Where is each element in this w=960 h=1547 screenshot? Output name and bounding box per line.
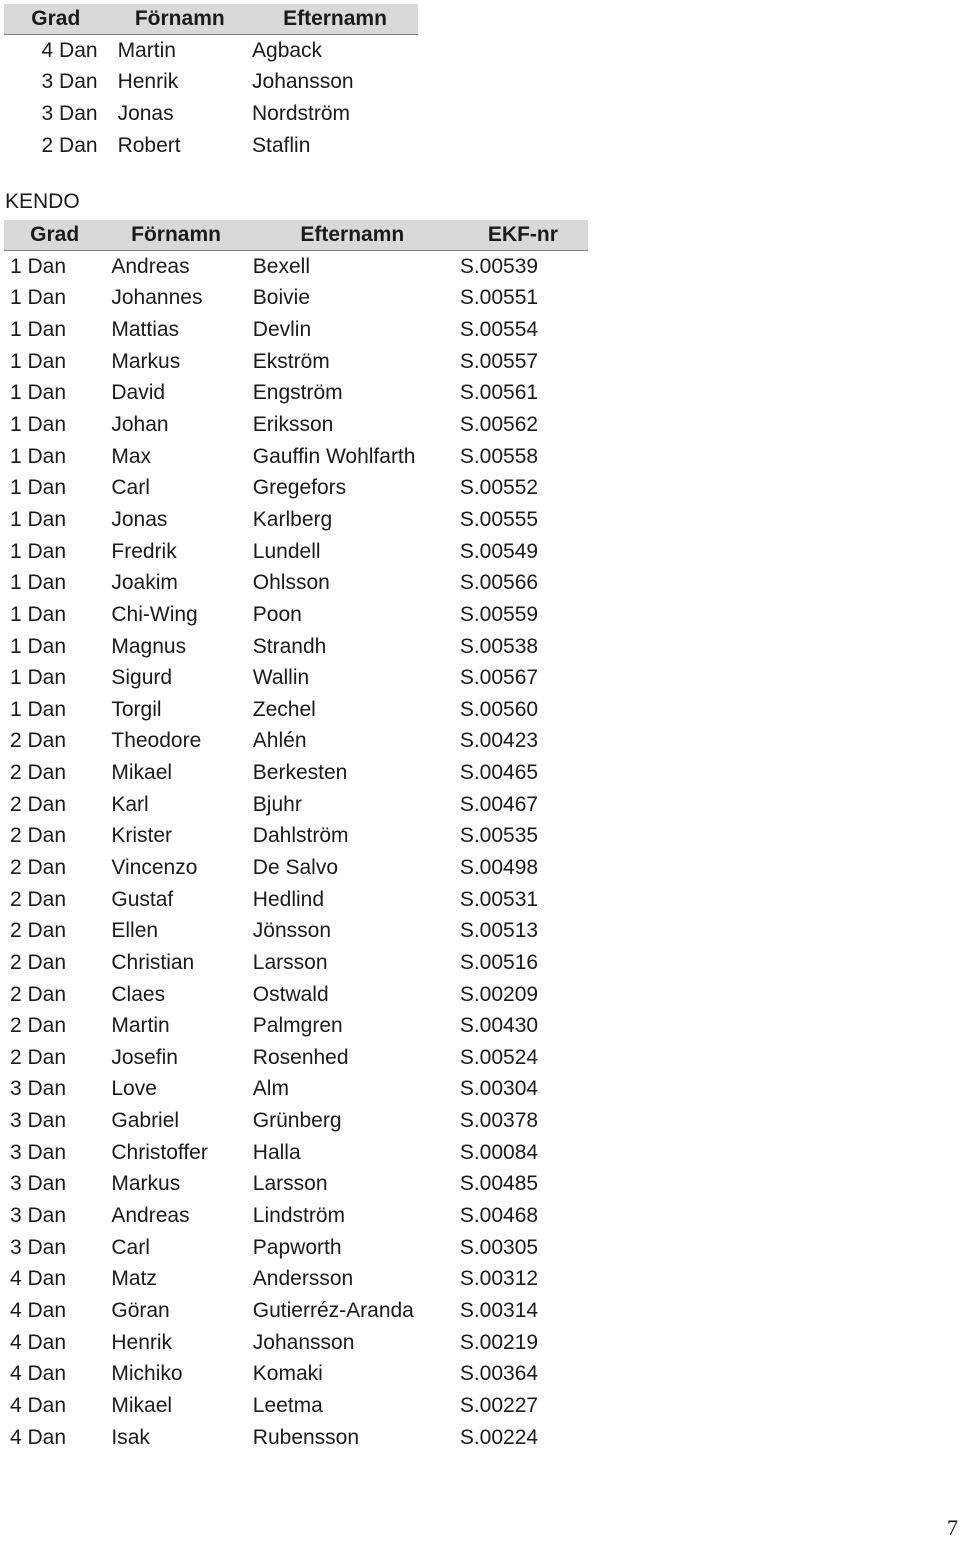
first-name-cell: Krister bbox=[111, 824, 173, 848]
first-name-cell: Göran bbox=[111, 1298, 170, 1322]
first-name-cell: Johannes bbox=[111, 286, 203, 310]
grade-table-top bbox=[4, 4, 418, 162]
table-row bbox=[4, 1422, 588, 1454]
last-name-cell: Papworth bbox=[252, 1235, 342, 1259]
last-name-cell: Bjuhr bbox=[252, 792, 302, 816]
table-row bbox=[4, 67, 418, 99]
table-row bbox=[4, 1390, 588, 1422]
last-name-cell: Jönsson bbox=[252, 919, 332, 943]
table-row bbox=[4, 1169, 588, 1201]
header-fornamn: Förnamn bbox=[105, 220, 246, 251]
first-name-cell: Karl bbox=[111, 792, 149, 816]
last-name-cell: Johansson bbox=[252, 70, 354, 94]
first-name-cell: Jonas bbox=[117, 102, 174, 126]
table-row bbox=[4, 694, 588, 726]
last-name-cell: Ohlsson bbox=[252, 571, 330, 595]
last-name-cell: Rosenhed bbox=[252, 1045, 349, 1069]
ekf-nr-cell: S.00561 bbox=[459, 381, 539, 405]
grade-cell: 1 Dan bbox=[10, 349, 67, 373]
table-row bbox=[4, 536, 588, 568]
table-row bbox=[4, 1137, 588, 1169]
first-name-cell: Max bbox=[111, 444, 152, 468]
ekf-nr-cell: S.00378 bbox=[459, 1109, 539, 1133]
grade-cell: 2 Dan bbox=[10, 982, 67, 1006]
last-name-cell: Staflin bbox=[252, 133, 311, 157]
header-fornamn: Förnamn bbox=[108, 4, 252, 35]
ekf-nr-cell: S.00219 bbox=[459, 1330, 539, 1354]
first-name-cell: Theodore bbox=[111, 729, 202, 753]
grade-cell: 4 Dan bbox=[10, 1298, 67, 1322]
table-row bbox=[4, 915, 588, 947]
table-row bbox=[4, 631, 588, 663]
ekf-nr-cell: S.00209 bbox=[459, 982, 539, 1006]
table-row bbox=[4, 1264, 588, 1296]
grade-cell: 1 Dan bbox=[10, 539, 67, 563]
grade-cell: 2 Dan bbox=[10, 1014, 67, 1038]
first-name-cell: Mikael bbox=[111, 761, 173, 785]
grade-cell: 1 Dan bbox=[10, 413, 67, 437]
table-row bbox=[4, 726, 588, 758]
first-name-cell: Carl bbox=[111, 476, 150, 500]
table-row bbox=[4, 1295, 588, 1327]
table-row bbox=[4, 599, 588, 631]
grade-cell: 1 Dan bbox=[10, 507, 67, 531]
grade-cell: 4 Dan bbox=[10, 1267, 67, 1291]
first-name-cell: Johan bbox=[111, 413, 169, 437]
ekf-nr-cell: S.00305 bbox=[459, 1235, 539, 1259]
first-name-cell: Fredrik bbox=[111, 539, 177, 563]
table-header-row bbox=[4, 4, 418, 35]
ekf-nr-cell: S.00557 bbox=[459, 349, 539, 373]
ekf-nr-cell: S.00485 bbox=[459, 1172, 539, 1196]
header-grad: Grad bbox=[4, 4, 108, 35]
grade-cell: 2 Dan bbox=[10, 824, 67, 848]
table-body bbox=[4, 251, 588, 1454]
section-title-kendo: KENDO bbox=[5, 190, 80, 213]
ekf-nr-cell: S.00554 bbox=[459, 318, 539, 342]
grade-cell: 1 Dan bbox=[10, 286, 67, 310]
first-name-cell: Markus bbox=[111, 1172, 181, 1196]
grade-cell: 3 Dan bbox=[41, 102, 98, 126]
last-name-cell: Engström bbox=[252, 381, 343, 405]
first-name-cell: Sigurd bbox=[111, 666, 173, 690]
table-header-row bbox=[4, 220, 588, 251]
table-row bbox=[4, 1105, 588, 1137]
table-row bbox=[4, 378, 588, 410]
ekf-nr-cell: S.00567 bbox=[459, 666, 539, 690]
table-row bbox=[4, 472, 588, 504]
first-name-cell: Love bbox=[111, 1077, 157, 1101]
ekf-nr-cell: S.00423 bbox=[459, 729, 539, 753]
ekf-nr-cell: S.00314 bbox=[459, 1298, 539, 1322]
last-name-cell: Wallin bbox=[252, 666, 310, 690]
ekf-nr-cell: S.00364 bbox=[459, 1362, 539, 1386]
first-name-cell: Claes bbox=[111, 982, 166, 1006]
first-name-cell: Magnus bbox=[111, 634, 187, 658]
last-name-cell: Larsson bbox=[252, 950, 328, 974]
table-row bbox=[4, 409, 588, 441]
grade-cell: 4 Dan bbox=[10, 1362, 67, 1386]
grade-cell: 2 Dan bbox=[10, 919, 67, 943]
first-name-cell: Isak bbox=[111, 1425, 150, 1449]
last-name-cell: Agback bbox=[252, 38, 323, 62]
last-name-cell: Hedlind bbox=[252, 887, 325, 911]
ekf-nr-cell: S.00467 bbox=[459, 792, 539, 816]
grade-cell: 4 Dan bbox=[10, 1425, 67, 1449]
grade-cell: 1 Dan bbox=[10, 254, 67, 278]
table-row bbox=[4, 1200, 588, 1232]
table-row bbox=[4, 251, 588, 283]
table-row bbox=[4, 789, 588, 821]
table-row bbox=[4, 35, 418, 67]
grade-cell: 3 Dan bbox=[10, 1140, 67, 1164]
grade-cell: 1 Dan bbox=[10, 697, 67, 721]
ekf-nr-cell: S.00224 bbox=[459, 1425, 539, 1449]
ekf-nr-cell: S.00468 bbox=[459, 1204, 539, 1228]
last-name-cell: Grünberg bbox=[252, 1109, 342, 1133]
grade-cell: 1 Dan bbox=[10, 444, 67, 468]
last-name-cell: Gauffin Wohlfarth bbox=[252, 444, 416, 468]
table-row bbox=[4, 441, 588, 473]
header-ekf-nr: EKF-nr bbox=[458, 220, 588, 251]
ekf-nr-cell: S.00084 bbox=[459, 1140, 539, 1164]
table-row bbox=[4, 1358, 588, 1390]
grade-cell: 2 Dan bbox=[10, 855, 67, 879]
grade-cell: 1 Dan bbox=[10, 571, 67, 595]
ekf-nr-cell: S.00558 bbox=[459, 444, 539, 468]
last-name-cell: Eriksson bbox=[252, 413, 334, 437]
table-row bbox=[4, 852, 588, 884]
table-row bbox=[4, 1074, 588, 1106]
table-row bbox=[4, 1042, 588, 1074]
grade-cell: 3 Dan bbox=[10, 1235, 67, 1259]
table-row bbox=[4, 757, 588, 789]
grade-cell: 2 Dan bbox=[10, 950, 67, 974]
last-name-cell: Ostwald bbox=[252, 982, 329, 1006]
table-row bbox=[4, 98, 418, 130]
table-row bbox=[4, 947, 588, 979]
table-row bbox=[4, 314, 588, 346]
ekf-nr-cell: S.00538 bbox=[459, 634, 539, 658]
last-name-cell: Ahlén bbox=[252, 729, 307, 753]
first-name-cell: Vincenzo bbox=[111, 855, 198, 879]
first-name-cell: Joakim bbox=[111, 571, 178, 595]
ekf-nr-cell: S.00465 bbox=[459, 761, 539, 785]
ekf-nr-cell: S.00524 bbox=[459, 1045, 539, 1069]
ekf-nr-cell: S.00531 bbox=[459, 887, 539, 911]
first-name-cell: Robert bbox=[117, 133, 181, 157]
grade-cell: 4 Dan bbox=[41, 38, 98, 62]
table-row bbox=[4, 979, 588, 1011]
table-body bbox=[4, 35, 418, 162]
last-name-cell: Alm bbox=[252, 1077, 289, 1101]
grade-cell: 2 Dan bbox=[10, 887, 67, 911]
grade-cell: 3 Dan bbox=[10, 1204, 67, 1228]
first-name-cell: Chi-Wing bbox=[111, 602, 198, 626]
last-name-cell: Larsson bbox=[252, 1172, 328, 1196]
last-name-cell: Komaki bbox=[252, 1362, 323, 1386]
grade-cell: 4 Dan bbox=[10, 1330, 67, 1354]
grade-cell: 2 Dan bbox=[10, 761, 67, 785]
table-row bbox=[4, 567, 588, 599]
last-name-cell: Lundell bbox=[252, 539, 321, 563]
first-name-cell: Martin bbox=[117, 38, 176, 62]
grade-cell: 4 Dan bbox=[10, 1393, 67, 1417]
last-name-cell: Johansson bbox=[252, 1330, 355, 1354]
last-name-cell: Nordström bbox=[252, 102, 351, 126]
kendo-grade-table bbox=[4, 220, 588, 1453]
grade-cell: 1 Dan bbox=[10, 318, 67, 342]
ekf-nr-cell: S.00552 bbox=[459, 476, 539, 500]
grade-cell: 1 Dan bbox=[10, 381, 67, 405]
first-name-cell: Henrik bbox=[111, 1330, 173, 1354]
grade-cell: 2 Dan bbox=[10, 792, 67, 816]
first-name-cell: Gabriel bbox=[111, 1109, 180, 1133]
first-name-cell: Christian bbox=[111, 950, 195, 974]
first-name-cell: Andreas bbox=[111, 1204, 190, 1228]
ekf-nr-cell: S.00430 bbox=[459, 1014, 539, 1038]
last-name-cell: Leetma bbox=[252, 1393, 323, 1417]
grade-cell: 1 Dan bbox=[10, 602, 67, 626]
ekf-nr-cell: S.00562 bbox=[459, 413, 539, 437]
table-row bbox=[4, 504, 588, 536]
first-name-cell: Carl bbox=[111, 1235, 150, 1259]
grade-cell: 1 Dan bbox=[10, 666, 67, 690]
table-row bbox=[4, 1232, 588, 1264]
first-name-cell: Torgil bbox=[111, 697, 162, 721]
last-name-cell: Strandh bbox=[252, 634, 327, 658]
first-name-cell: Josefin bbox=[111, 1045, 178, 1069]
ekf-nr-cell: S.00535 bbox=[459, 824, 539, 848]
last-name-cell: Lindström bbox=[252, 1204, 345, 1228]
last-name-cell: Poon bbox=[252, 602, 302, 626]
first-name-cell: Ellen bbox=[111, 919, 159, 943]
first-name-cell: Henrik bbox=[117, 70, 179, 94]
table-row bbox=[4, 821, 588, 853]
ekf-nr-cell: S.00559 bbox=[459, 602, 539, 626]
grade-cell: 3 Dan bbox=[10, 1109, 67, 1133]
last-name-cell: Halla bbox=[252, 1140, 301, 1164]
ekf-nr-cell: S.00555 bbox=[459, 507, 539, 531]
ekf-nr-cell: S.00539 bbox=[459, 254, 539, 278]
ekf-nr-cell: S.00227 bbox=[459, 1393, 539, 1417]
table-row bbox=[4, 283, 588, 315]
ekf-nr-cell: S.00312 bbox=[459, 1267, 539, 1291]
ekf-nr-cell: S.00516 bbox=[459, 950, 539, 974]
table-row bbox=[4, 346, 588, 378]
last-name-cell: Berkesten bbox=[252, 761, 348, 785]
grade-cell: 3 Dan bbox=[10, 1077, 67, 1101]
ekf-nr-cell: S.00513 bbox=[459, 919, 539, 943]
table-row bbox=[4, 1010, 588, 1042]
grade-cell: 2 Dan bbox=[10, 1045, 67, 1069]
first-name-cell: David bbox=[111, 381, 166, 405]
ekf-nr-cell: S.00304 bbox=[459, 1077, 539, 1101]
first-name-cell: Markus bbox=[111, 349, 181, 373]
last-name-cell: Zechel bbox=[252, 697, 316, 721]
grade-cell: 1 Dan bbox=[10, 476, 67, 500]
page-number: 7 bbox=[947, 1515, 958, 1540]
ekf-nr-cell: S.00551 bbox=[459, 286, 539, 310]
first-name-cell: Mikael bbox=[111, 1393, 173, 1417]
last-name-cell: Gutierréz-Aranda bbox=[252, 1298, 414, 1322]
first-name-cell: Gustaf bbox=[111, 887, 174, 911]
last-name-cell: Dahlström bbox=[252, 824, 349, 848]
grade-cell: 2 Dan bbox=[10, 729, 67, 753]
grade-cell: 3 Dan bbox=[41, 70, 98, 94]
last-name-cell: Devlin bbox=[252, 318, 312, 342]
ekf-nr-cell: S.00549 bbox=[459, 539, 539, 563]
last-name-cell: Palmgren bbox=[252, 1014, 343, 1038]
last-name-cell: Andersson bbox=[252, 1267, 354, 1291]
first-name-cell: Michiko bbox=[111, 1362, 183, 1386]
table-row bbox=[4, 130, 418, 162]
grade-cell: 3 Dan bbox=[10, 1172, 67, 1196]
grade-cell: 1 Dan bbox=[10, 634, 67, 658]
grade-cell: 2 Dan bbox=[41, 133, 98, 157]
header-efternamn: Efternamn bbox=[247, 220, 458, 251]
first-name-cell: Andreas bbox=[111, 254, 190, 278]
last-name-cell: Ekström bbox=[252, 349, 330, 373]
last-name-cell: De Salvo bbox=[252, 855, 339, 879]
last-name-cell: Karlberg bbox=[252, 507, 333, 531]
last-name-cell: Gregefors bbox=[252, 476, 347, 500]
first-name-cell: Mattias bbox=[111, 318, 180, 342]
first-name-cell: Martin bbox=[111, 1014, 170, 1038]
table-row bbox=[4, 1327, 588, 1359]
last-name-cell: Bexell bbox=[252, 254, 310, 278]
first-name-cell: Christoffer bbox=[111, 1140, 208, 1164]
ekf-nr-cell: S.00566 bbox=[459, 571, 539, 595]
ekf-nr-cell: S.00560 bbox=[459, 697, 539, 721]
ekf-nr-cell: S.00498 bbox=[459, 855, 539, 879]
header-grad: Grad bbox=[4, 220, 105, 251]
header-efternamn: Efternamn bbox=[252, 4, 418, 35]
last-name-cell: Rubensson bbox=[252, 1425, 360, 1449]
table-row bbox=[4, 662, 588, 694]
table-row bbox=[4, 884, 588, 916]
first-name-cell: Jonas bbox=[111, 507, 168, 531]
first-name-cell: Matz bbox=[111, 1267, 157, 1291]
last-name-cell: Boivie bbox=[252, 286, 310, 310]
